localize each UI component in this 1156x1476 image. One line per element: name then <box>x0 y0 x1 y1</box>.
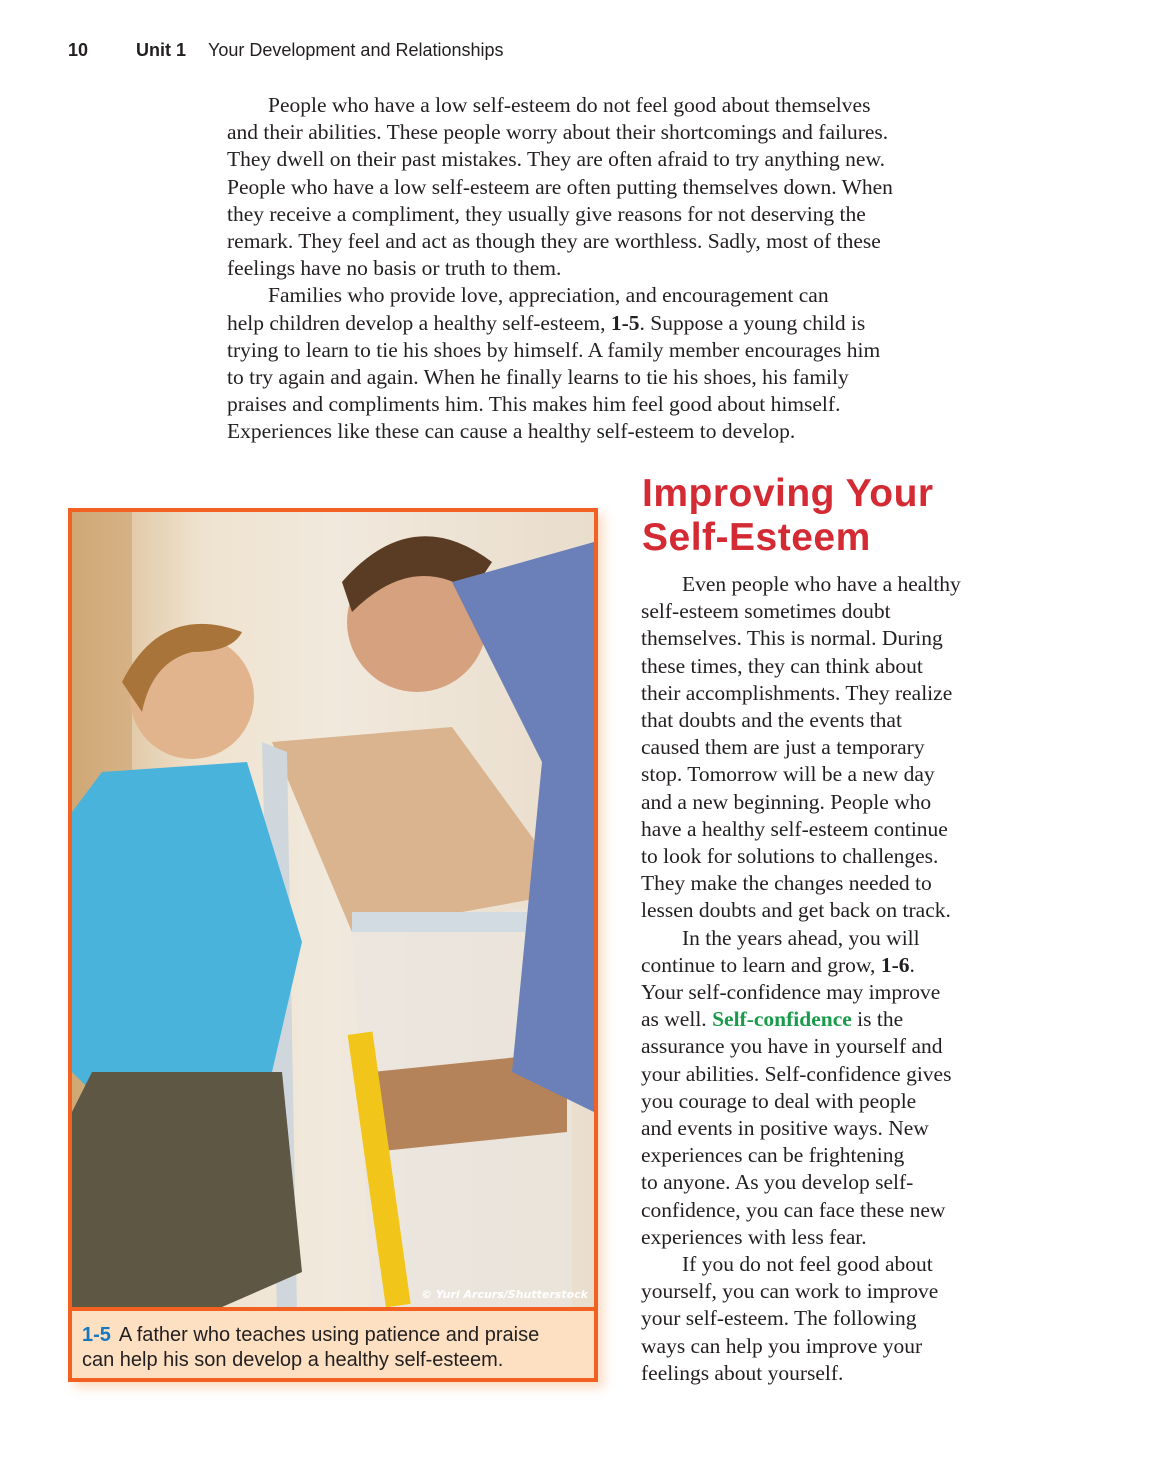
unit-label: Unit 1 <box>136 40 187 60</box>
text-line <box>227 119 893 146</box>
text-line <box>641 925 961 952</box>
page-number: 10 <box>68 40 89 60</box>
text-segment: praises and compliments him. This makes him feel good about himself. <box>227 392 841 417</box>
text-segment: and a new beginning. People who <box>641 789 932 814</box>
text-segment: your self-esteem. The following <box>641 1306 917 1331</box>
text-line <box>641 1224 961 1251</box>
text-segment: feelings have no basis or truth to them. <box>227 256 562 281</box>
text-line <box>641 1278 961 1305</box>
text-line <box>641 1142 961 1169</box>
text-line <box>641 816 961 843</box>
figure-number: 1-5 <box>82 1324 111 1346</box>
intro-paragraphs <box>227 92 893 446</box>
text-line <box>227 174 893 201</box>
text-line <box>641 653 961 680</box>
text-line <box>641 1305 961 1332</box>
text-segment: confidence, you can face these new <box>641 1197 946 1222</box>
text-line <box>641 1033 961 1060</box>
text-line <box>641 1088 961 1115</box>
text-line <box>227 364 893 391</box>
running-header <box>68 40 504 61</box>
text-line <box>641 789 961 816</box>
text-line <box>641 952 961 979</box>
text-segment: Experiences like these can cause a healthy self-esteem to develop. <box>227 419 796 444</box>
text-segment: ways can help you improve your <box>641 1333 923 1358</box>
text-line <box>641 734 961 761</box>
text-segment: they receive a compliment, they usually give reasons for not deserving the <box>227 201 866 226</box>
text-line <box>227 255 893 282</box>
heading-line: Improving Your <box>642 472 934 515</box>
text-line <box>227 418 893 445</box>
text-segment: . Suppose a young child is <box>639 310 866 335</box>
text-segment: to anyone. As you develop self- <box>641 1170 914 1195</box>
unit-title: Your Development and Relationships <box>208 40 504 60</box>
text-segment: caused them are just a temporary <box>641 735 925 760</box>
photo-father-and-son-building-shelf <box>72 512 594 1311</box>
text-segment: is the <box>851 1007 904 1032</box>
text-segment: stop. Tomorrow will be a new day <box>641 762 935 787</box>
text-segment: In the years ahead, you will <box>682 925 920 950</box>
figure-1-5 <box>68 508 598 1382</box>
text-segment: feelings about yourself. <box>641 1360 844 1385</box>
text-line <box>641 1115 961 1142</box>
caption-text: A father who teaches using patience and praise <box>118 1324 540 1346</box>
text-line <box>227 391 893 418</box>
text-segment: Families who provide love, appreciation, and encouragement can <box>268 283 829 308</box>
text-segment: trying to learn to tie his shoes by himself. A family member encourages him <box>227 337 881 362</box>
text-segment: They dwell on their past mistakes. They are often afraid to try anything new. <box>227 147 885 172</box>
text-segment: They make the changes needed to <box>641 871 932 896</box>
caption-text: can help his son develop a healthy self-esteem. <box>82 1349 504 1371</box>
photo-illustration <box>72 512 594 1307</box>
text-segment: assurance you have in yourself and <box>641 1034 943 1059</box>
text-segment: themselves. This is normal. During <box>641 626 943 651</box>
text-line <box>641 761 961 788</box>
text-segment: continue to learn and grow, <box>641 952 881 977</box>
text-segment: your abilities. Self-confidence gives <box>641 1061 952 1086</box>
text-segment: that doubts and the events that <box>641 708 902 733</box>
text-line <box>227 92 893 119</box>
text-segment: remark. They feel and act as though they are worthless. Sadly, most of these <box>227 229 881 254</box>
text-line <box>227 228 893 255</box>
text-line <box>227 282 893 309</box>
text-line <box>227 310 893 337</box>
key-term: Self-confidence <box>712 1007 852 1032</box>
text-segment: and their abilities. These people worry about their shortcomings and failures. <box>227 120 889 145</box>
section-body <box>641 571 961 1387</box>
text-segment: have a healthy self-esteem continue <box>641 816 948 841</box>
text-line <box>641 979 961 1006</box>
text-line <box>641 843 961 870</box>
text-line <box>641 1251 961 1278</box>
text-segment: help children develop a healthy self-esteem, <box>227 310 611 335</box>
text-segment: as well. <box>641 1007 713 1032</box>
heading-line: Self-Esteem <box>642 516 871 559</box>
text-line <box>641 707 961 734</box>
text-line <box>227 201 893 228</box>
text-line <box>641 1197 961 1224</box>
text-line <box>641 1333 961 1360</box>
text-segment: experiences can be frightening <box>641 1143 905 1168</box>
text-segment: People who have a low self-esteem do not feel good about themselves <box>268 93 871 117</box>
text-line <box>641 680 961 707</box>
text-line <box>641 1360 961 1387</box>
text-segment: experiences with less fear. <box>641 1224 867 1249</box>
section-heading <box>642 472 934 560</box>
text-segment: People who have a low self-esteem are often putting themselves down. When <box>227 174 893 199</box>
text-line <box>641 598 961 625</box>
text-segment: these times, they can think about <box>641 653 923 678</box>
figure-reference: 1-5 <box>610 310 640 335</box>
text-segment: Even people who have a healthy <box>682 572 961 596</box>
text-segment: self-esteem sometimes doubt <box>641 599 891 624</box>
text-segment: Your self-confidence may improve <box>641 980 941 1005</box>
text-line <box>641 1006 961 1033</box>
text-segment: yourself, you can work to improve <box>641 1279 939 1304</box>
text-line <box>641 625 961 652</box>
text-line <box>227 337 893 364</box>
photo-credit: © Yuri Arcurs/Shutterstock <box>421 1288 588 1301</box>
text-segment: If you do not feel good about <box>682 1252 933 1277</box>
text-line <box>641 1169 961 1196</box>
text-segment: lessen doubts and get back on track. <box>641 898 951 923</box>
text-segment: to look for solutions to challenges. <box>641 844 939 869</box>
text-segment: their accomplishments. They realize <box>641 680 953 705</box>
text-line <box>641 897 961 924</box>
text-line <box>227 146 893 173</box>
text-segment: to try again and again. When he finally learns to tie his shoes, his family <box>227 365 849 390</box>
text-segment: you courage to deal with people <box>641 1088 917 1113</box>
text-segment: and events in positive ways. New <box>641 1116 929 1141</box>
text-line <box>641 870 961 897</box>
figure-caption <box>82 1323 539 1373</box>
text-line <box>641 571 961 598</box>
figure-reference: 1-6 <box>880 952 910 977</box>
text-line <box>641 1061 961 1088</box>
text-segment: . <box>909 952 915 977</box>
